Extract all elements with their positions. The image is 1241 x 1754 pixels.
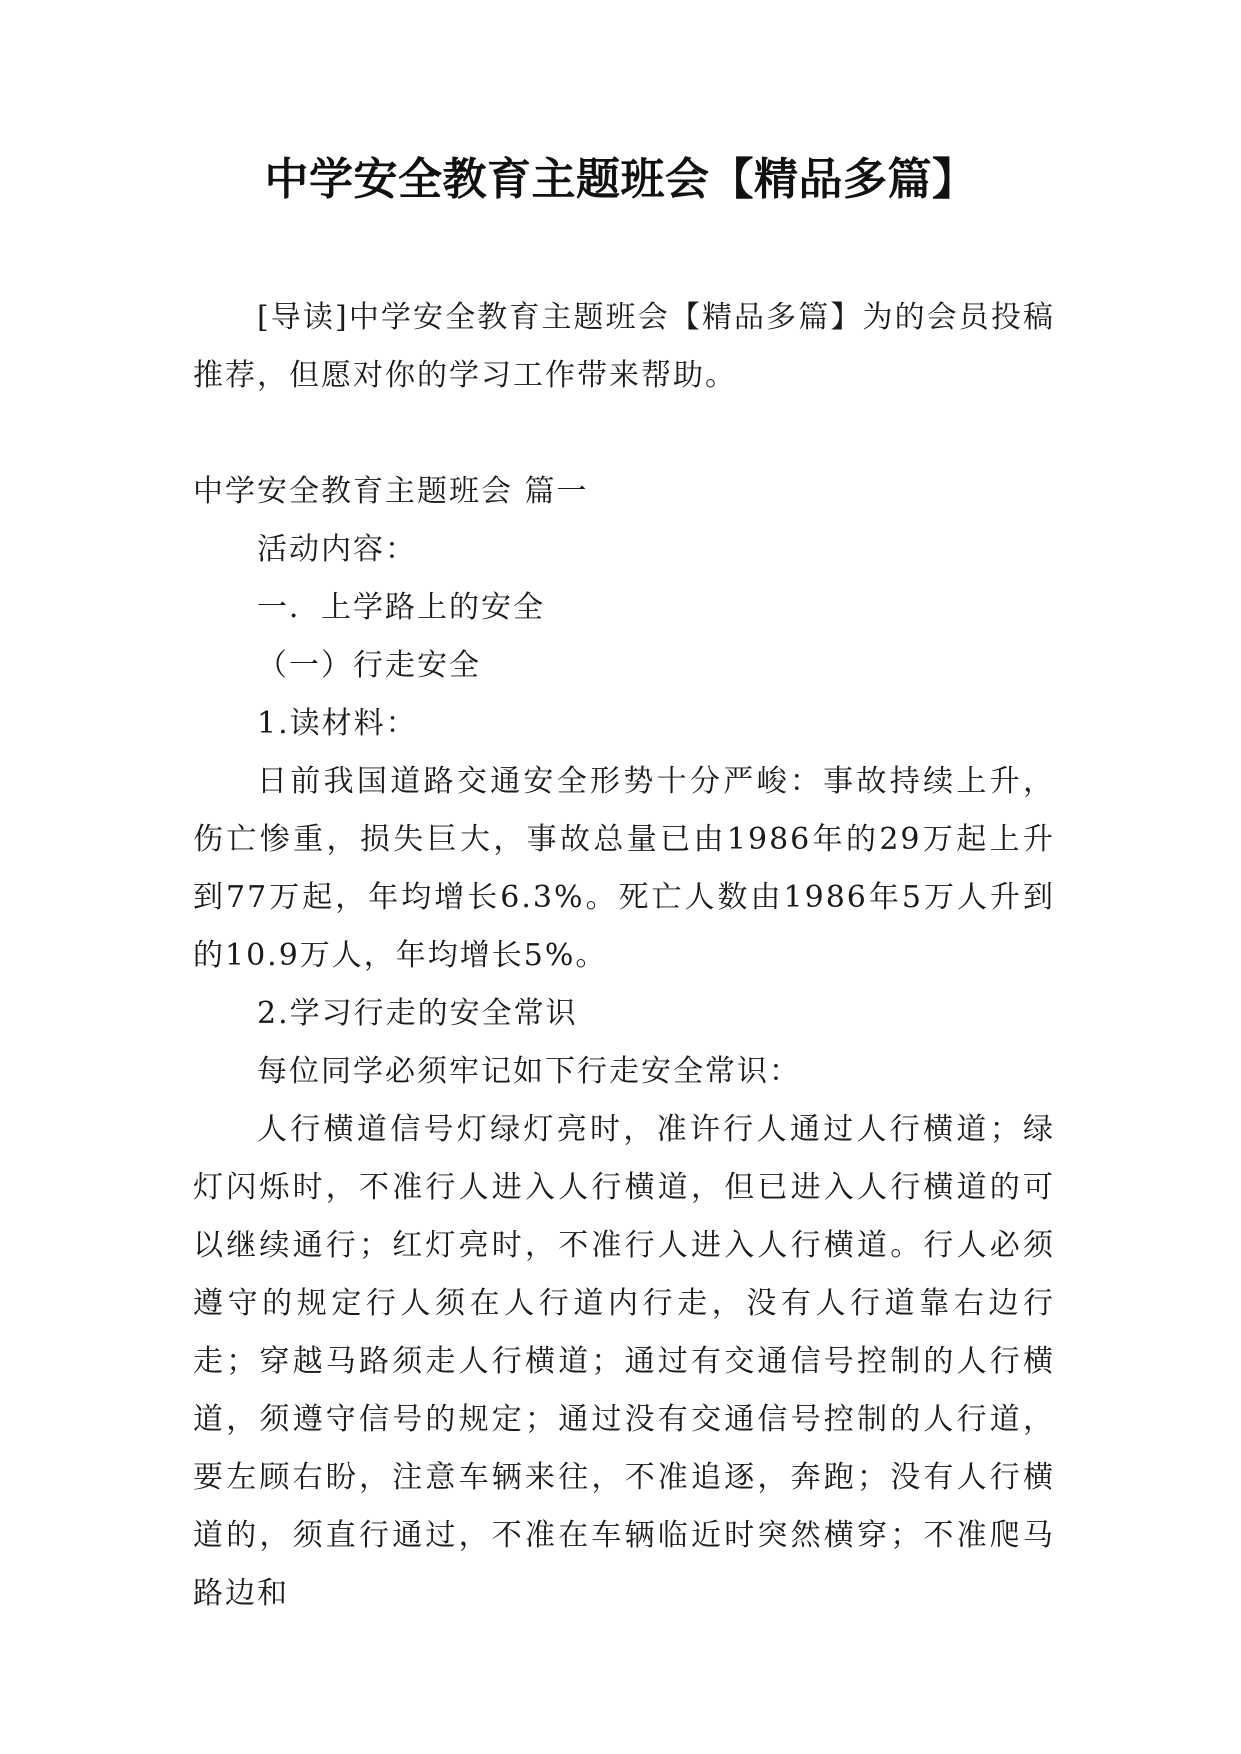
body-paragraph: （一）行走安全 (257, 648, 481, 683)
body-paragraph: 活动内容： (257, 532, 417, 567)
body-paragraph: 每位同学必须牢记如下行走安全常识： (257, 1054, 801, 1089)
document-body (193, 289, 1055, 1623)
body-paragraph: 人行横道信号灯绿灯亮时，准许行人通过人行横道；绿灯闪烁时，不准行人进入人行横道，但已进入人行横道的可以继续通行；红灯亮时，不准行人进入人行横道。行人必须遵守的规定行人须在人行道内行走，没有人行道靠右边行走；穿越马路须走人行横道；通过有交通信号控制的人行横道，须遵守信号的规定；通过没有交通信号控制的人行道，要左顾右盼，注意车辆来往，不准追逐，奔跑；没有人行横道的，须直行通过，不准在车辆临近时突然横穿；不准爬马路边和 (193, 1112, 1055, 1611)
body-paragraph: 1.读材料： (257, 706, 418, 741)
paragraph-spacer (193, 405, 1055, 463)
body-paragraph: 一．上学路上的安全 (257, 590, 545, 625)
body-paragraph: 2.学习行走的安全常识 (257, 996, 578, 1031)
section-heading: 中学安全教育主题班会 篇一 (193, 474, 589, 509)
intro-paragraph: [导读]中学安全教育主题班会【精品多篇】为的会员投稿推荐，但愿对你的学习工作带来帮助。 (193, 300, 1055, 393)
document-title: 中学安全教育主题班会【精品多篇】 (264, 154, 977, 205)
body-paragraph: 日前我国道路交通安全形势十分严峻：事故持续上升，伤亡惨重，损失巨大，事故总量已由1986年的29万起上升到77万起，年均增长6.3%。死亡人数由1986年5万人升到的10.9万人，年均增长5%。 (193, 764, 1055, 973)
